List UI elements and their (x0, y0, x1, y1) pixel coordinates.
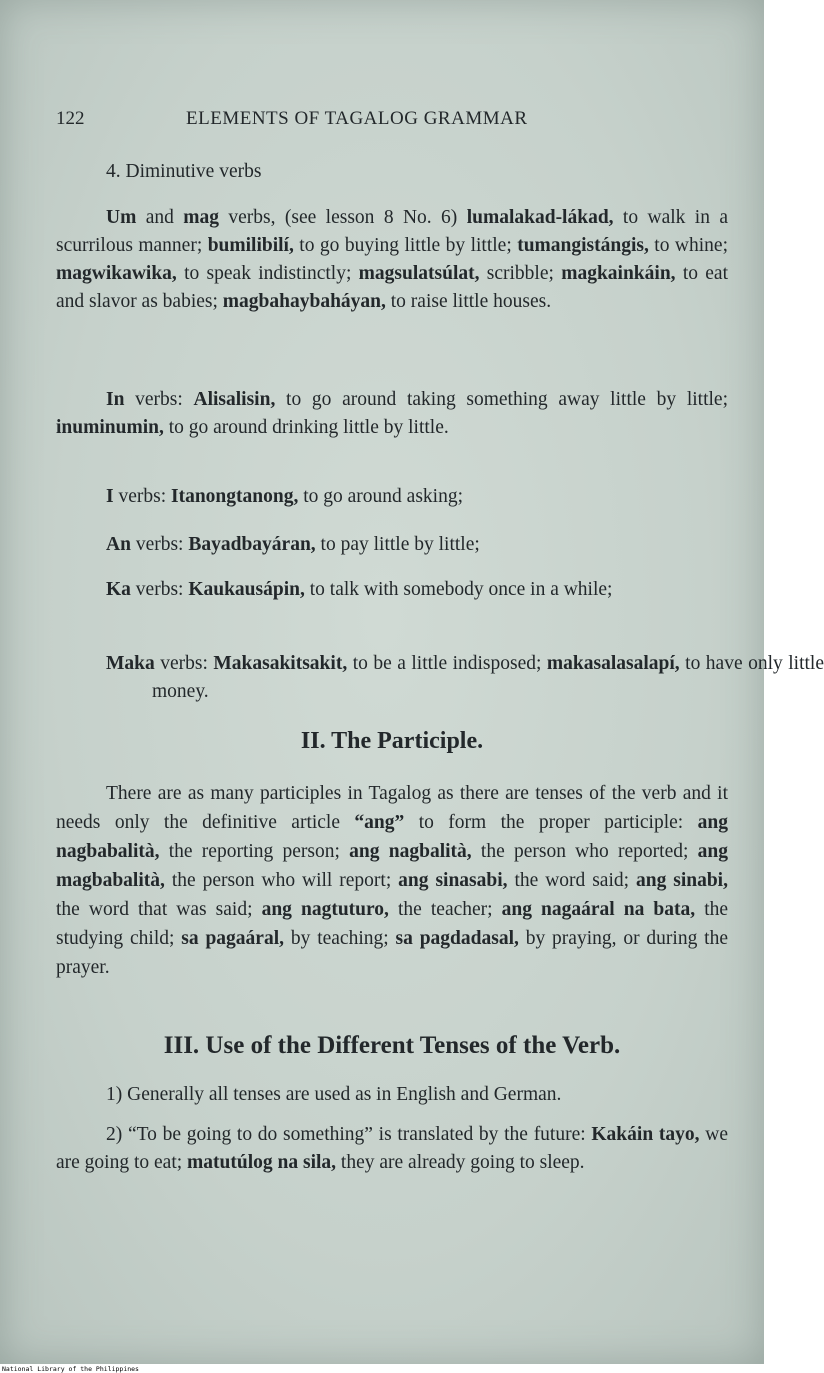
bold-term: sa pagaáral, (181, 928, 285, 949)
footer-credit: National Library of the Philippines (2, 1365, 139, 1373)
text-run: to have only little money. (152, 653, 824, 702)
bold-term: ang nagbabalità, (56, 812, 728, 862)
bold-term: magkainkáin, (561, 263, 676, 284)
paragraph-participle (56, 779, 728, 982)
text-run: by praying, or during the prayer. (56, 928, 729, 978)
text-run: scribble; (479, 263, 562, 284)
bold-term: Um (106, 207, 137, 228)
text-run: verbs: (124, 389, 194, 410)
text-run: 1) Generally all tenses are used as in English and German. (106, 1084, 562, 1105)
paragraph-ka-verbs (56, 576, 824, 604)
text-run: by teaching; (284, 928, 396, 949)
text-run: to speak indistinctly; (176, 263, 359, 284)
bold-term: Maka (106, 653, 155, 674)
text-run: to be a little indisposed; (347, 653, 547, 674)
paragraph-tenses-2 (56, 1121, 728, 1177)
paragraph-maka-verbs (56, 650, 824, 706)
text-run: the teacher; (388, 899, 502, 920)
text-run: 2) “To be going to do something” is translated by the future: (106, 1124, 592, 1145)
page-header (56, 108, 728, 134)
text-run: to go buying little by little; (293, 235, 518, 256)
text-run: the person who will report; (164, 870, 399, 891)
text-run: we are going to eat; (56, 1124, 728, 1173)
text-run: to go around asking; (298, 486, 463, 507)
bold-term: Bayadbayáran, (188, 534, 316, 555)
bold-term: ang nagtuturo, (261, 899, 389, 920)
bold-term: ang nagbalità, (349, 841, 472, 862)
bold-term: makasalasalapí, (546, 653, 680, 674)
bold-term: ang magbabalità, (56, 841, 728, 891)
bold-term: An (106, 534, 131, 555)
section-item-diminutive: 4. Diminutive verbs (106, 161, 262, 182)
text-run: to walk in a scurrilous manner; (56, 207, 728, 256)
text-run: they are already going to sleep. (336, 1152, 585, 1173)
text-run: the studying child; (56, 899, 729, 949)
text-run: the word said; (507, 870, 636, 891)
bold-term: “ang” (354, 812, 405, 833)
bold-term: magbahaybaháyan, (222, 291, 386, 312)
text-run: the person who reported; (471, 841, 698, 862)
text-run: to form the proper participle: (404, 812, 698, 833)
text-run: to go around drinking little by little. (163, 417, 449, 438)
text-run: to pay little by little; (315, 534, 480, 555)
text-run: to talk with somebody once in a while; (304, 579, 613, 600)
paragraph-an-verbs (56, 531, 728, 559)
bold-term: mag (183, 207, 220, 228)
bold-term: sa pagdadasal, (395, 928, 519, 949)
bold-term: ang nagaáral na bata, (501, 899, 696, 920)
bold-term: tumangistángis, (517, 235, 649, 256)
bold-term: Makasakitsakit, (213, 653, 348, 674)
bold-term: Kakáin tayo, (591, 1124, 700, 1145)
text-run: to raise little houses. (385, 291, 552, 312)
bold-term: lumalakad-lákad, (466, 207, 614, 228)
paragraph-um-mag-verbs (56, 204, 728, 316)
paragraph-in-verbs (56, 386, 728, 442)
bold-term: inuminumin, (56, 417, 164, 438)
text-run: verbs: (113, 486, 171, 507)
bold-term: Itanongtanong, (171, 486, 299, 507)
paragraph-tenses-1 (56, 1081, 728, 1109)
paragraph-i-verbs (56, 483, 728, 511)
bold-term: Kaukausápin, (188, 579, 305, 600)
bold-term: In (106, 389, 125, 410)
running-title: ELEMENTS OF TAGALOG GRAMMAR (186, 108, 528, 129)
heading-tenses: III. Use of the Different Tenses of the Verb. (163, 1032, 621, 1059)
text-run: to go around taking something away little by little; (275, 389, 728, 410)
bold-term: matutúlog na sila, (187, 1152, 337, 1173)
text-run: verbs: (154, 653, 214, 674)
text-run: to eat and slavor as babies; (56, 263, 729, 312)
text-run: There are as many participles in Tagalog as there are tenses of the verb and it needs only the definitive article (56, 783, 728, 833)
text-run: verbs: (130, 534, 189, 555)
text-run: and (136, 207, 184, 228)
bold-term: bumilibilí, (207, 235, 294, 256)
bold-term: Alisalisin, (193, 389, 276, 410)
text-run: the reporting person; (159, 841, 350, 862)
bold-term: ang sinasabi, (398, 870, 508, 891)
bold-term: Ka (106, 579, 131, 600)
bold-term: magwikawika, (56, 263, 177, 284)
text-run: verbs, (see lesson 8 No. 6) (219, 207, 467, 228)
page-number: 122 (56, 108, 85, 129)
text-run: the word that was said; (56, 899, 262, 920)
bold-term: ang sinabi, (635, 870, 728, 891)
bold-term: I (106, 486, 114, 507)
text-run: verbs: (130, 579, 189, 600)
text-run: to whine; (648, 235, 728, 256)
bold-term: magsulatsúlat, (358, 263, 480, 284)
heading-participle: II. The Participle. (300, 728, 484, 754)
